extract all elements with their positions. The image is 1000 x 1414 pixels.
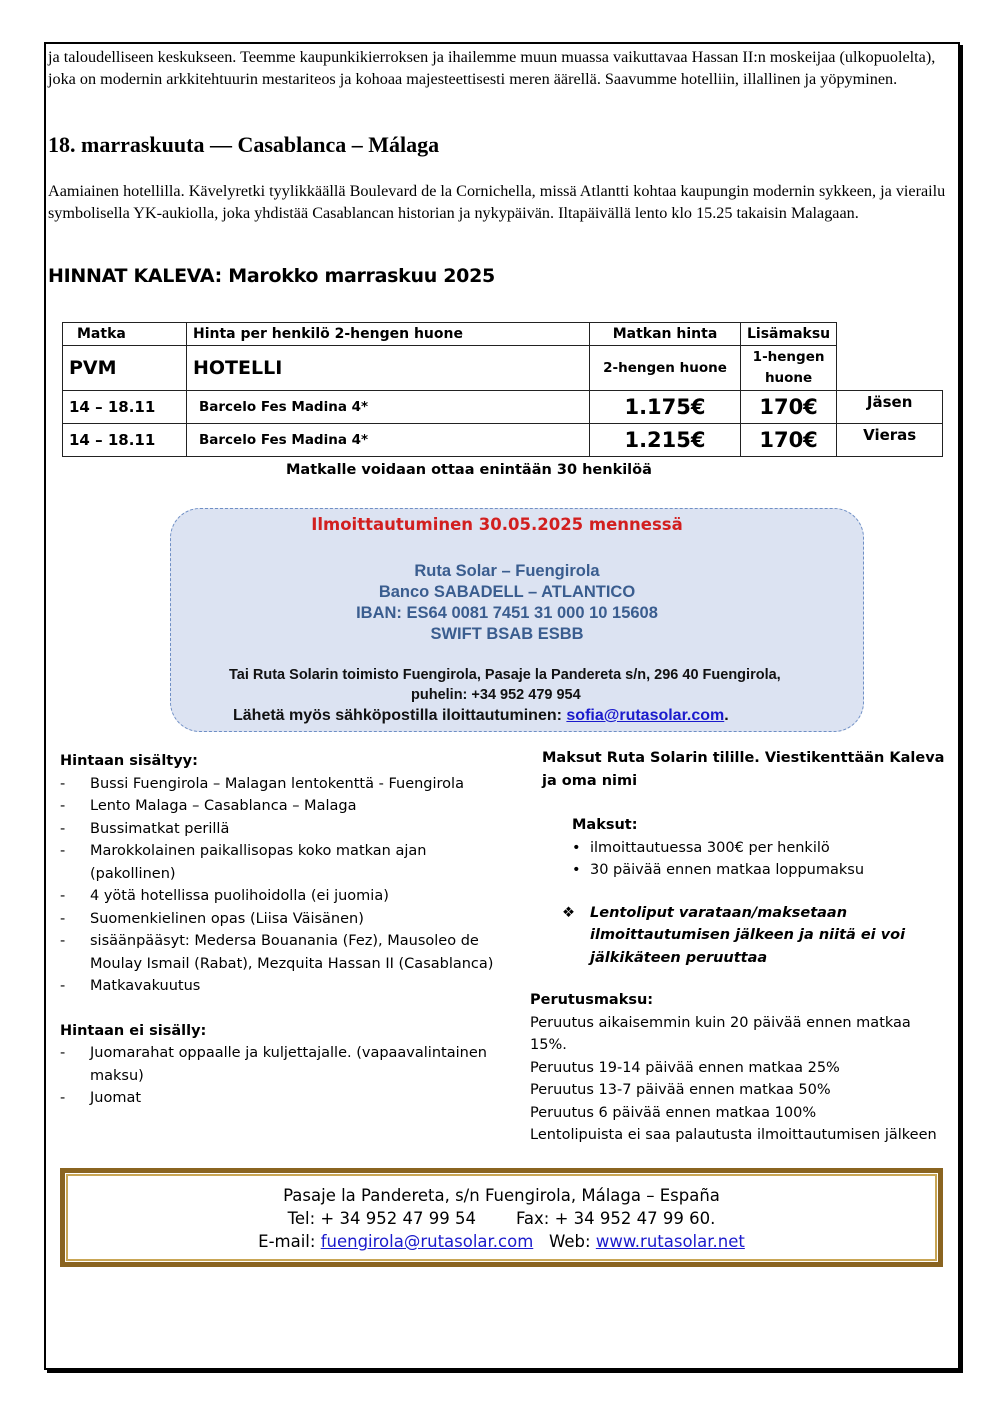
cancellation-line: Peruutus 19-14 päivää ennen matkaa 25% — [530, 1059, 840, 1076]
row-extra: 170€ — [741, 424, 837, 457]
list-item: - Bussi Fuengirola – Malagan lentokenttä - Fuengirola — [60, 775, 464, 792]
bank-details — [171, 561, 863, 645]
list-item: - Juomat — [60, 1090, 142, 1106]
bullet-icon: • — [572, 862, 581, 878]
bank-line: SWIFT BSAB ESBB — [430, 625, 584, 643]
table-row — [63, 391, 943, 424]
header-pvm: PVM — [63, 346, 187, 391]
header-double-room: 2-hengen huone — [590, 346, 741, 391]
footer-email-link[interactable]: fuengirola@rutasolar.com — [320, 1232, 534, 1251]
included-heading: Hintaan sisältyy: — [60, 753, 198, 769]
payments-heading: Maksut: — [572, 817, 638, 833]
footer-web-link[interactable]: www.rutasolar.net — [595, 1232, 745, 1251]
cancellation-heading: Perutusmaksu: — [530, 992, 654, 1008]
bullet-icon: • — [572, 839, 581, 856]
row-date: 14 – 18.11 — [63, 424, 187, 457]
table-subheader-row — [63, 346, 943, 391]
signup-box — [170, 508, 864, 732]
row-price: 1.175€ — [590, 391, 741, 424]
row-hotel: Barcelo Fes Madina 4* — [187, 391, 590, 424]
list-item: - Bussimatkat perillä — [60, 820, 230, 837]
list-item: - Suomenkielinen opas (Liisa Väisänen) — [60, 910, 364, 927]
row-type: Vieras — [837, 424, 943, 457]
row-price: 1.215€ — [590, 424, 741, 457]
header-lisamaksu: Lisämaksu — [741, 323, 837, 346]
email-line: Lähetä myös sähköpostilla iloittautuminen: sofia@rutasolar.com. — [233, 707, 729, 724]
diamond-bullet-icon: ❖ — [562, 904, 575, 921]
payments-note: Maksut Ruta Solarin tilille. Viestikenttään Kaleva ja oma nimi — [542, 750, 945, 789]
footer-web-line: E-mail: fuengirola@rutasolar.com Web: www.rutasolar.net — [258, 1232, 745, 1251]
row-hotel: Barcelo Fes Madina 4* — [187, 424, 590, 457]
list-item: • 30 päivää ennen matkaa loppumaksu — [530, 859, 950, 882]
not-included-heading: Hintaan ei sisälly: — [60, 1022, 207, 1039]
bank-line: IBAN: ES64 0081 7451 31 000 10 15608 — [356, 604, 658, 622]
prices-title: HINNAT KALEVA: Marokko marraskuu 2025 — [48, 265, 495, 287]
price-table — [62, 322, 943, 457]
footer-phone-line: Tel: + 34 952 47 99 54 Fax: + 34 952 47 99 60. — [287, 1209, 716, 1228]
office-address: Tai Ruta Solarin toimisto Fuengirola, Pasaje la Pandereta s/n, 296 40 Fuengirola, — [229, 667, 781, 683]
list-item: - Marokkolainen paikallisopas koko matkan ajan (pakollinen) — [60, 843, 427, 882]
list-item: - 4 yötä hotellissa puolihoidolla (ei juomia) — [60, 888, 389, 904]
header-matka: Matka — [63, 323, 187, 346]
cancellation-line: Peruutus 6 päivää ennen matkaa 100% — [530, 1104, 817, 1121]
included-section — [60, 750, 500, 1110]
flight-note: ❖ Lentoliput varataan/maksetaan ilmoittautumisen jälkeen ja niitä ei voi jälkikäteen peruuttaa — [530, 902, 950, 970]
list-item: - Matkavakuutus — [60, 978, 201, 994]
signup-email-link[interactable]: sofia@rutasolar.com — [566, 707, 725, 724]
cancellation-line: Peruutus 13-7 päivää ennen matkaa 50% — [530, 1082, 831, 1098]
header-hinta: Hinta per henkilö 2-hengen huone — [187, 323, 590, 346]
footer-address: Pasaje la Pandereta, s/n Fuengirola, Málaga – España — [283, 1186, 720, 1205]
list-item: - Lento Malaga – Casablanca – Malaga — [60, 798, 357, 814]
day-18-heading: 18. marraskuuta — Casablanca – Málaga — [48, 132, 440, 157]
list-item: • ilmoittautuessa 300€ per henkilö — [530, 837, 950, 860]
payments-section — [530, 747, 950, 1147]
row-extra: 170€ — [741, 391, 837, 424]
header-single-room: 1-hengen huone — [741, 346, 837, 391]
capacity-note: Matkalle voidaan ottaa enintään 30 henkilöä — [286, 462, 652, 478]
header-hotelli: HOTELLI — [187, 346, 590, 391]
cancellation-line: Lentolipuista ei saa palautusta ilmoittautumisen jälkeen — [530, 1127, 937, 1143]
bank-line: Banco SABADELL – ATLANTICO — [378, 583, 636, 601]
row-date: 14 – 18.11 — [63, 391, 187, 424]
list-item: - Juomarahat oppaalle ja kuljettajalle. (vapaavalintainen maksu) — [60, 1045, 487, 1084]
table-row — [63, 424, 943, 457]
intro-paragraph: ja taloudelliseen keskukseen. Teemme kaupunkikierroksen ja ihailemme muun muassa vaikuttavaa Hassan II:n moskeijaa (ulkopuolelta), joka on modernin arkkitehtuurin mestariteos ja kohoaa majesteettisesti meren äärellä. Saavumme hotelliin, illallinen ja yöpyminen. — [48, 48, 936, 88]
signup-deadline: Ilmoittautuminen 30.05.2025 mennessä — [311, 515, 683, 534]
footer-contact-box — [60, 1168, 943, 1267]
list-item: - sisäänpääsyt: Medersa Bouanania (Fez), Mausoleo de Moulay Ismail (Rabat), Mezquita Hassan II (Casablanca) — [60, 933, 494, 972]
cancellation-line: Peruutus aikaisemmin kuin 20 päivää ennen matkaa 15%. — [530, 1014, 911, 1053]
table-header-row — [63, 323, 943, 346]
day-18-paragraph: Aamiainen hotellilla. Kävelyretki tyylikkäällä Boulevard de la Cornichella, missä Atlantti kohtaa kaupungin modernin sykkeen, ja vierailu symbolisella YK-aukiolla, joka yhdistää Casablancan historian ja nykypäivän. Iltapäivällä lento klo 15.25 takaisin Malagaan. — [48, 182, 946, 222]
bank-line: Ruta Solar – Fuengirola — [414, 562, 600, 580]
office-phone: puhelin: +34 952 479 954 — [411, 687, 581, 703]
row-type: Jäsen — [837, 391, 943, 424]
header-matkan-hinta: Matkan hinta — [590, 323, 741, 346]
